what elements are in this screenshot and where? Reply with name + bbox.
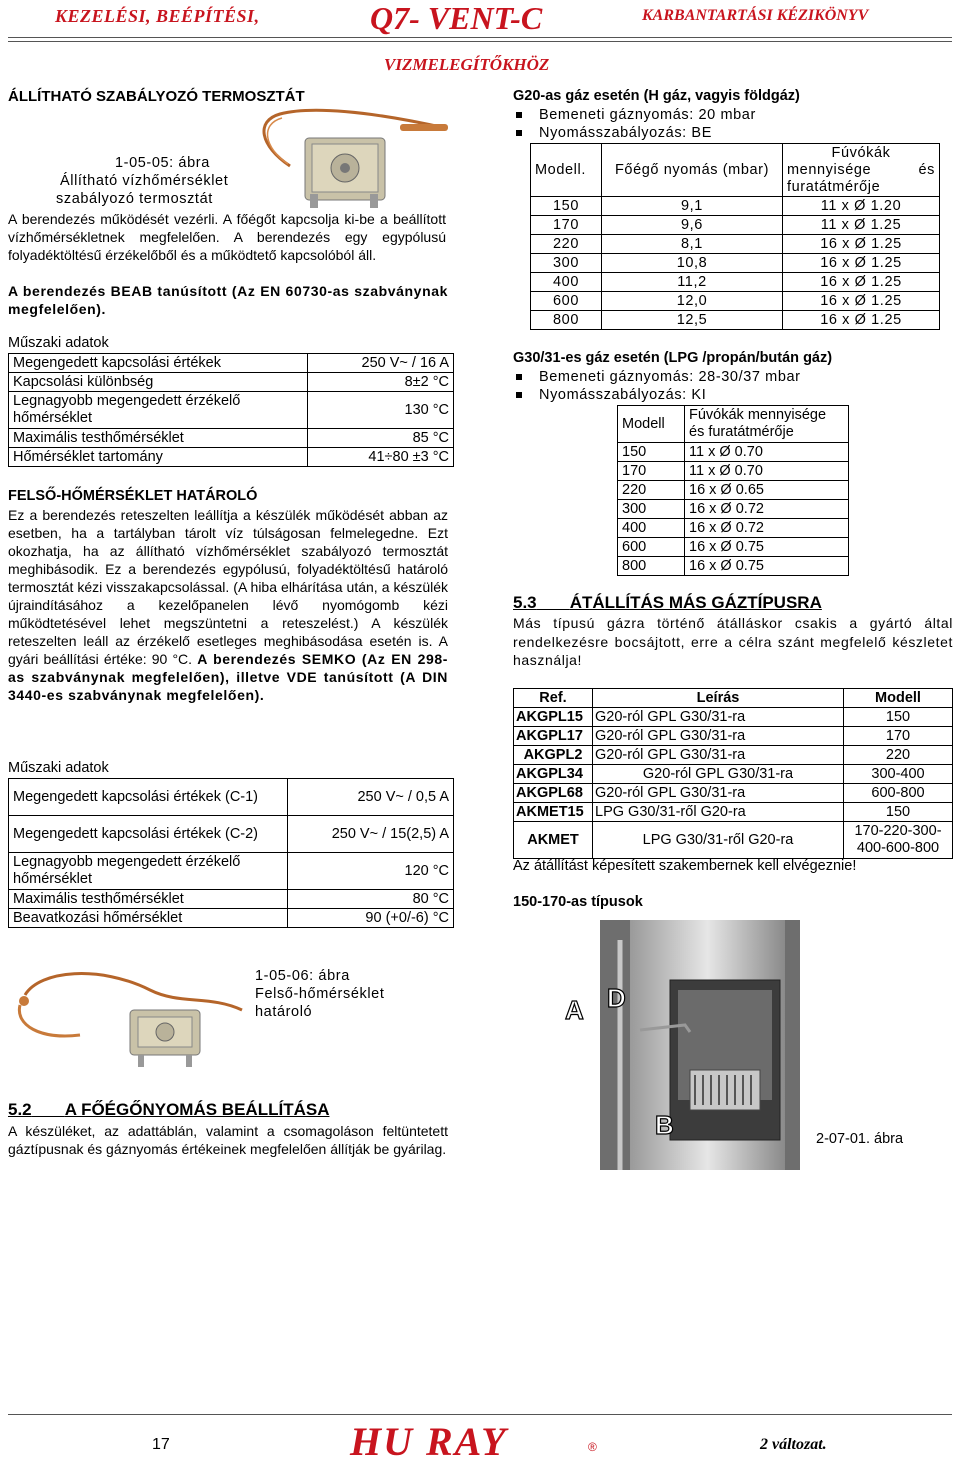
table-cell: 16 x Ø 1.25: [783, 254, 940, 273]
column-header-line: Fúvókák mennyisége: [689, 407, 827, 423]
table-row: [9, 354, 454, 373]
table-cell: LPG G30/31-ről G20-ra: [593, 822, 844, 859]
tech-label: Maximális testhőmérséklet: [9, 429, 308, 448]
table-cell: AKGPL17: [514, 727, 593, 746]
tech-value: 85 °C: [308, 429, 454, 448]
column-header-line: furatátmérője: [787, 178, 881, 195]
table-cell: 300: [531, 254, 602, 273]
tech-value: 120 °C: [288, 853, 454, 890]
section-5-3-heading: [513, 593, 822, 613]
table-cell: 170: [531, 216, 602, 235]
tech-data-title-2: Műszaki adatok: [8, 760, 109, 776]
tech-label: Megengedett kapcsolási értékek (C-2): [9, 816, 288, 853]
conversion-note: Az átállítást képesített szakembernek kell elvégeznie!: [513, 858, 857, 874]
table-cell: AKGPL68: [514, 784, 593, 803]
table-cell: AKMET: [514, 822, 593, 859]
table-cell: 11 x Ø 1.20: [783, 197, 940, 216]
g30-table: [617, 405, 849, 576]
limiter-certification: A berendezés SEMKO (Az EN 298-as szabványnak megfelelően), illetve VDE tanúsított (A DIN 3440-es szabványnak megfelelően).: [8, 651, 448, 703]
tech-value: 8±2 °C: [308, 373, 454, 392]
tech-label: Megengedett kapcsolási értékek (C-1): [9, 779, 288, 816]
g20-bullets: [513, 106, 756, 142]
table-cell: 600-800: [844, 784, 953, 803]
huray-logo: HU RAY: [350, 1419, 508, 1464]
tech-value: 250 V~ / 16 A: [308, 354, 454, 373]
table-cell: 400: [531, 273, 602, 292]
tech-value: 41÷80 ±3 °C: [308, 448, 454, 467]
section-title: ÁTÁLLÍTÁS MÁS GÁZTÍPUSRA: [569, 593, 822, 612]
table-cell: 11 x Ø 0.70: [685, 462, 849, 481]
table-cell: 300-400: [844, 765, 953, 784]
table-row: [9, 373, 454, 392]
table-cell: 220: [618, 481, 685, 500]
table-cell: 220: [844, 746, 953, 765]
table-row: [531, 144, 940, 197]
table-row: [618, 538, 849, 557]
table-cell: 150: [618, 443, 685, 462]
thermostat-image: [250, 106, 450, 211]
table-row: [514, 765, 953, 784]
table-cell: 800: [531, 311, 602, 330]
table-cell: AKGPL34: [514, 765, 593, 784]
column-header: Modell: [844, 689, 953, 708]
table-row: [618, 481, 849, 500]
limiter-caption-3: határoló: [255, 1004, 313, 1020]
table-cell: 16 x Ø 0.72: [685, 500, 849, 519]
tech-label: Kapcsolási különbség: [9, 373, 308, 392]
table-cell: 16 x Ø 0.75: [685, 557, 849, 576]
types-label: 150-170-as típusok: [513, 894, 643, 910]
header-rule: [8, 37, 952, 38]
list-item: Nyomásszabályozás: BE: [513, 124, 756, 142]
table-row: [618, 406, 849, 443]
table-cell: G20-ról GPL G30/31-ra: [593, 784, 844, 803]
thermostat-tech-table: [8, 353, 454, 467]
table-cell: G20-ról GPL G30/31-ra: [593, 708, 844, 727]
thermostat-caption-3: szabályozó termosztát: [56, 191, 213, 207]
g30-title: G30/31-es gáz esetén (LPG /propán/bután gáz): [513, 350, 833, 366]
table-cell-line: 400-600-800: [856, 840, 940, 856]
table-cell: G20-ról GPL G30/31-ra: [593, 746, 844, 765]
page-number: 17: [152, 1436, 170, 1453]
table-cell: AKMET15: [514, 803, 593, 822]
table-cell: 150: [844, 708, 953, 727]
table-cell: 11,2: [602, 273, 783, 292]
limiter-title: FELSŐ-HŐMÉRSÉKLET HATÁROLÓ: [8, 488, 258, 504]
table-row: [531, 273, 940, 292]
photo-caption: 2-07-01. ábra: [816, 1131, 904, 1147]
table-cell: 16 x Ø 1.25: [783, 235, 940, 254]
table-row: [618, 500, 849, 519]
table-row: [531, 197, 940, 216]
table-cell: 600: [531, 292, 602, 311]
column-header-line: és furatátmérője: [689, 424, 794, 440]
tech-label: Maximális testhőmérséklet: [9, 890, 288, 909]
photo-label-b: B: [655, 1110, 674, 1140]
table-row: [618, 443, 849, 462]
tech-label: Legnagyobb megengedett érzékelő hőmérséklet: [9, 853, 288, 890]
limiter-caption-2: Felső-hőmérséklet: [255, 986, 385, 1002]
header-right: KARBANTARTÁSI KÉZIKÖNYV: [642, 7, 869, 24]
table-cell: 11 x Ø 0.70: [685, 443, 849, 462]
tech-value: 90 (+0/-6) °C: [288, 909, 454, 928]
section-5-3-text: Más típusú gázra történő átálláskor csakis a gyártó által rendelkezésre bocsájtott, erre a célra szánt megfelelő készletet használja!: [513, 615, 953, 668]
table-cell: 170: [618, 462, 685, 481]
tech-label: Legnagyobb megengedett érzékelő hőmérséklet: [9, 392, 308, 429]
table-row: [9, 429, 454, 448]
column-header: [685, 406, 849, 443]
table-cell: 300: [618, 500, 685, 519]
tech-label: Megengedett kapcsolási értékek: [9, 354, 308, 373]
g20-table: [530, 143, 940, 330]
table-cell: 600: [618, 538, 685, 557]
thermostat-caption-1: 1-05-05: ábra: [115, 155, 210, 171]
table-row: [618, 462, 849, 481]
table-row: [9, 816, 454, 853]
table-cell: LPG G30/31-ről G20-ra: [593, 803, 844, 822]
table-cell: 170: [844, 727, 953, 746]
g30-bullets: [513, 368, 801, 404]
tech-value: 250 V~ / 0,5 A: [288, 779, 454, 816]
table-cell: 8,1: [602, 235, 783, 254]
thermostat-caption-2: Állítható vízhőmérséklet: [60, 173, 229, 189]
table-row: [514, 803, 953, 822]
table-row: [9, 448, 454, 467]
version-label: 2 változat.: [760, 1436, 827, 1453]
section-number: 5.3: [513, 593, 537, 612]
tech-value: 80 °C: [288, 890, 454, 909]
section-number: 5.2: [8, 1100, 32, 1119]
table-row: [514, 689, 953, 708]
table-cell: 16 x Ø 1.25: [783, 311, 940, 330]
table-row: [514, 708, 953, 727]
table-cell: 16 x Ø 1.25: [783, 273, 940, 292]
table-row: [531, 292, 940, 311]
header-left: KEZELÉSI, BEÉPÍTÉSI,: [55, 6, 260, 26]
thermostat-description: A berendezés működését vezérli. A főégőt kapcsolja ki-be a beállított vízhőmérsékletnek megfelelően. A berendezés egy egypólusú folyadéktöltésű érzékelőből és a működtető kapcsolóból áll.: [8, 211, 446, 263]
list-item: Bemeneti gáznyomás: 28-30/37 mbar: [513, 368, 801, 386]
tech-value: 250 V~ / 15(2,5) A: [288, 816, 454, 853]
photo-label-a: A: [565, 995, 584, 1025]
tech-label: Beavatkozási hőmérséklet: [9, 909, 288, 928]
photo-label-d: D: [607, 983, 626, 1013]
column-header-line: Fúvókák: [831, 144, 891, 161]
column-header: [783, 144, 940, 197]
table-cell: 400: [618, 519, 685, 538]
table-row: [531, 216, 940, 235]
table-cell: [844, 822, 953, 859]
table-cell: 9,1: [602, 197, 783, 216]
footer-rule: [8, 1414, 952, 1415]
tech-data-title-1: Műszaki adatok: [8, 335, 109, 351]
tech-label: Hőmérséklet tartomány: [9, 448, 308, 467]
table-row: [531, 311, 940, 330]
table-row: [9, 909, 454, 928]
table-cell: 800: [618, 557, 685, 576]
header-subtitle: VIZMELEGÍTŐKHÖZ: [384, 55, 550, 74]
table-cell: 16 x Ø 0.72: [685, 519, 849, 538]
column-header-line: mennyisége és: [787, 161, 935, 178]
table-cell: 150: [531, 197, 602, 216]
column-header: Modell.: [531, 144, 602, 197]
table-cell: G20-ról GPL G30/31-ra: [593, 765, 844, 784]
table-cell: AKGPL2: [514, 746, 593, 765]
table-cell: 11 x Ø 1.25: [783, 216, 940, 235]
limiter-caption-1: 1-05-06: ábra: [255, 968, 350, 984]
table-cell: 16 x Ø 0.65: [685, 481, 849, 500]
table-cell: 16 x Ø 1.25: [783, 292, 940, 311]
column-header: Főégő nyomás (mbar): [602, 144, 783, 197]
header-rule-2: [8, 41, 952, 42]
g20-title: G20-as gáz esetén (H gáz, vagyis földgáz): [513, 88, 800, 104]
limiter-tech-table: [8, 778, 454, 928]
section-5-2-text: A készüléket, az adattáblán, valamint a csomagoláson feltüntetett gáztípusnak és gáznyomás értékeinek megfelelően állítják be gyárilag.: [8, 1123, 448, 1157]
thermostat-title: ÁLLÍTHATÓ SZABÁLYOZÓ TERMOSZTÁT: [8, 88, 305, 105]
conversion-kit-table: [513, 688, 953, 859]
column-header: Leírás: [593, 689, 844, 708]
table-row: [9, 779, 454, 816]
table-row: [531, 235, 940, 254]
list-item: Nyomásszabályozás: KI: [513, 386, 801, 404]
burner-photo: [600, 920, 800, 1170]
table-row: [9, 392, 454, 429]
table-cell-line: 170-220-300-: [854, 823, 942, 839]
table-row: [514, 746, 953, 765]
limiter-image: [10, 965, 250, 1070]
table-row: [514, 822, 953, 859]
table-row: [514, 784, 953, 803]
table-cell: 12,5: [602, 311, 783, 330]
table-row: [531, 254, 940, 273]
limiter-para: Ez a berendezés reteszelten leállítja a készülék működését abban az esetben, ha a tartályban tárolt víz túlságosan felmelegedne. Ezt okozhatja, ha az állítható vízhőmérséklet szabályozó termosztát meghibásodik. Ez a berendezés egypólusú, folyadéktöltésű határoló termosztát kézi visszakapcsolással. (A hiba elhárítása után, a készülék újraindításához a kezelőpanelen lévő nyomógomb kézi működtetésével lehet megszüntetni a reteszelést.) A készülék reteszelten leáll az érzékelő esetleges meghibásodása esetén is. A gyári beállítási értéke: 90 °C.: [8, 507, 448, 667]
table-row: [9, 890, 454, 909]
thermostat-certification: A berendezés BEAB tanúsított (Az EN 60730-as szabványnak megfelelően).: [8, 283, 448, 317]
table-cell: 220: [531, 235, 602, 254]
table-row: [618, 519, 849, 538]
column-header: Ref.: [514, 689, 593, 708]
table-cell: 9,6: [602, 216, 783, 235]
table-row: [9, 853, 454, 890]
section-5-2-heading: [8, 1100, 329, 1120]
table-cell: 16 x Ø 0.75: [685, 538, 849, 557]
table-cell: AKGPL15: [514, 708, 593, 727]
limiter-description: [8, 506, 448, 704]
header-title: Q7- VENT-C: [370, 0, 543, 36]
table-row: [514, 727, 953, 746]
table-cell: G20-ról GPL G30/31-ra: [593, 727, 844, 746]
section-title: A FŐÉGŐNYOMÁS BEÁLLÍTÁSA: [64, 1100, 330, 1119]
table-cell: 150: [844, 803, 953, 822]
table-cell: 12,0: [602, 292, 783, 311]
column-header: Modell: [618, 406, 685, 443]
registered-mark: ®: [588, 1440, 597, 1454]
tech-value: 130 °C: [308, 392, 454, 429]
table-row: [618, 557, 849, 576]
list-item: Bemeneti gáznyomás: 20 mbar: [513, 106, 756, 124]
table-cell: 10,8: [602, 254, 783, 273]
